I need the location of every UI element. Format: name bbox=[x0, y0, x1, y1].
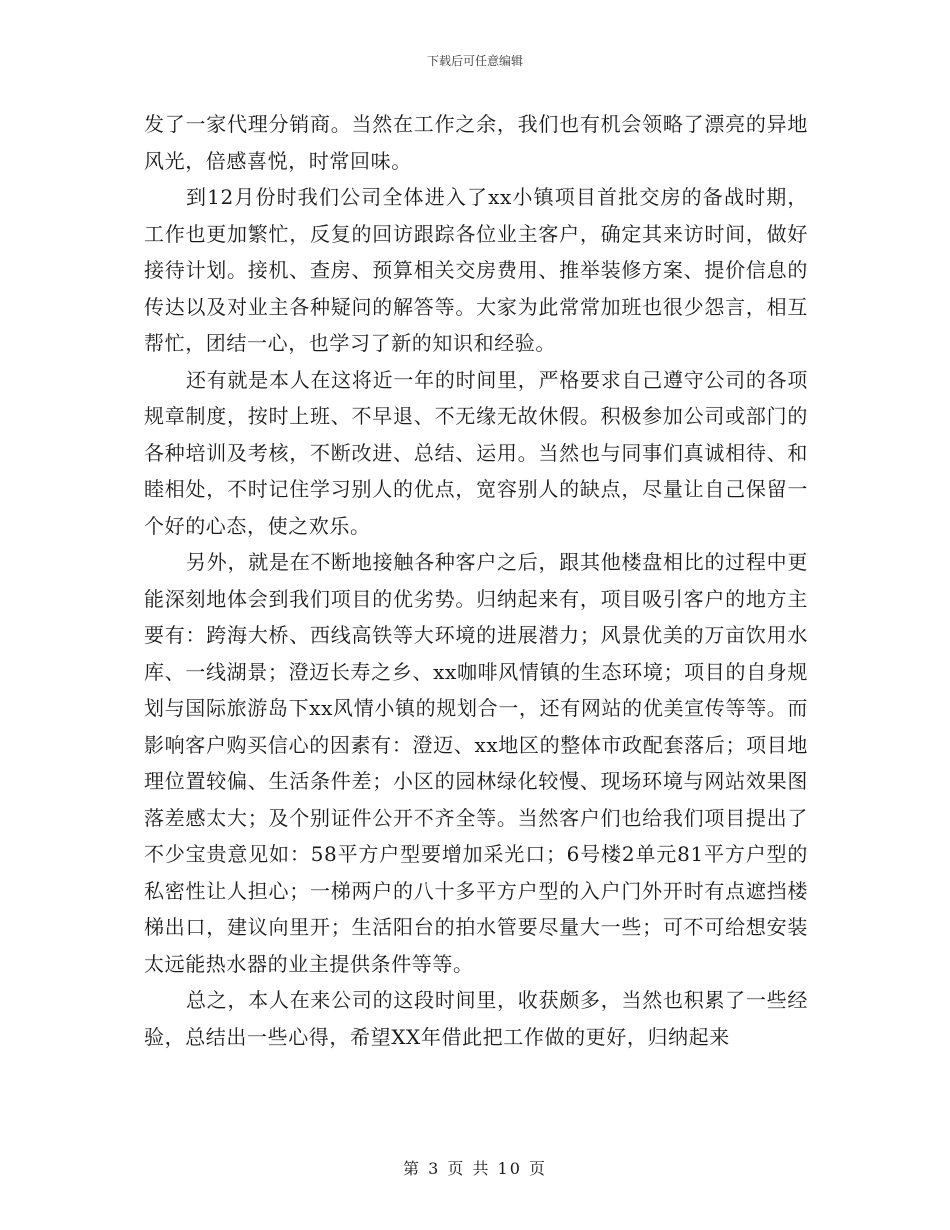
document-body bbox=[144, 106, 808, 1055]
page-number-footer: 第 3 页 共 10 页 bbox=[403, 1159, 547, 1178]
paragraph: 到12月份时我们公司全体进入了xx小镇项目首批交房的备战时期，工作也更加繁忙，反复的回访跟踪各位业主客户，确定其来访时间，做好接待计划。接机、查房、预算相关交房费用、推举装修方案、提价信息的传达以及对业主各种疑问的解答等。大家为此常常加班也很少怨言，相互帮忙，团结一心，也学习了新的知识和经验。 bbox=[144, 185, 808, 355]
page-header-note: 下载后可任意编辑 bbox=[426, 54, 523, 68]
paragraph-continuation: 发了一家代理分销商。当然在工作之余，我们也有机会领略了漂亮的异地风光，倍感喜悦，时常回味。 bbox=[144, 112, 808, 173]
paragraph: 总之，本人在来公司的这段时间里，收获颇多，当然也积累了一些经验，总结出一些心得，希望XX年借此把工作做的更好，归纳起来 bbox=[144, 988, 808, 1049]
paragraph: 还有就是本人在这将近一年的时间里，严格要求自己遵守公司的各项规章制度，按时上班、不早退、不无缘无故休假。积极参加公司或部门的各种培训及考核，不断改进、总结、运用。当然也与同事们真诚相待、和睦相处，不时记住学习别人的优点，宽容别人的缺点，尽量让自己保留一个好的心态，使之欢乐。 bbox=[144, 367, 808, 538]
paragraph: 另外，就是在不断地接触各种客户之后，跟其他楼盘相比的过程中更能深刻地体会到我们项目的优劣势。归纳起来有，项目吸引客户的地方主要有：跨海大桥、西线高铁等大环境的进展潜力；风景优美的万亩饮用水库、一线湖景；澄迈长寿之乡、xx咖啡风情镇的生态环境；项目的自身规划与国际旅游岛下xx风情小镇的规划合一，还有网站的优美宣传等等。而影响客户购买信心的因素有：澄迈、xx地区的整体市政配套落后；项目地理位置较偏、生活条件差；小区的园林绿化较慢、现场环境与网站效果图落差感太大；及个别证件公开不齐全等。当然客户们也给我们项目提出了不少宝贵意见如：58平方户型要增加采光口；6号楼2单元81平方户型的私密性让人担心；一梯两户的八十多平方户型的入户门外开时有点遮挡楼梯出口，建议向里开；生活阳台的拍水管要尽量大一些；可不可给想安装太远能热水器的业主提供条件等等。 bbox=[144, 550, 808, 976]
